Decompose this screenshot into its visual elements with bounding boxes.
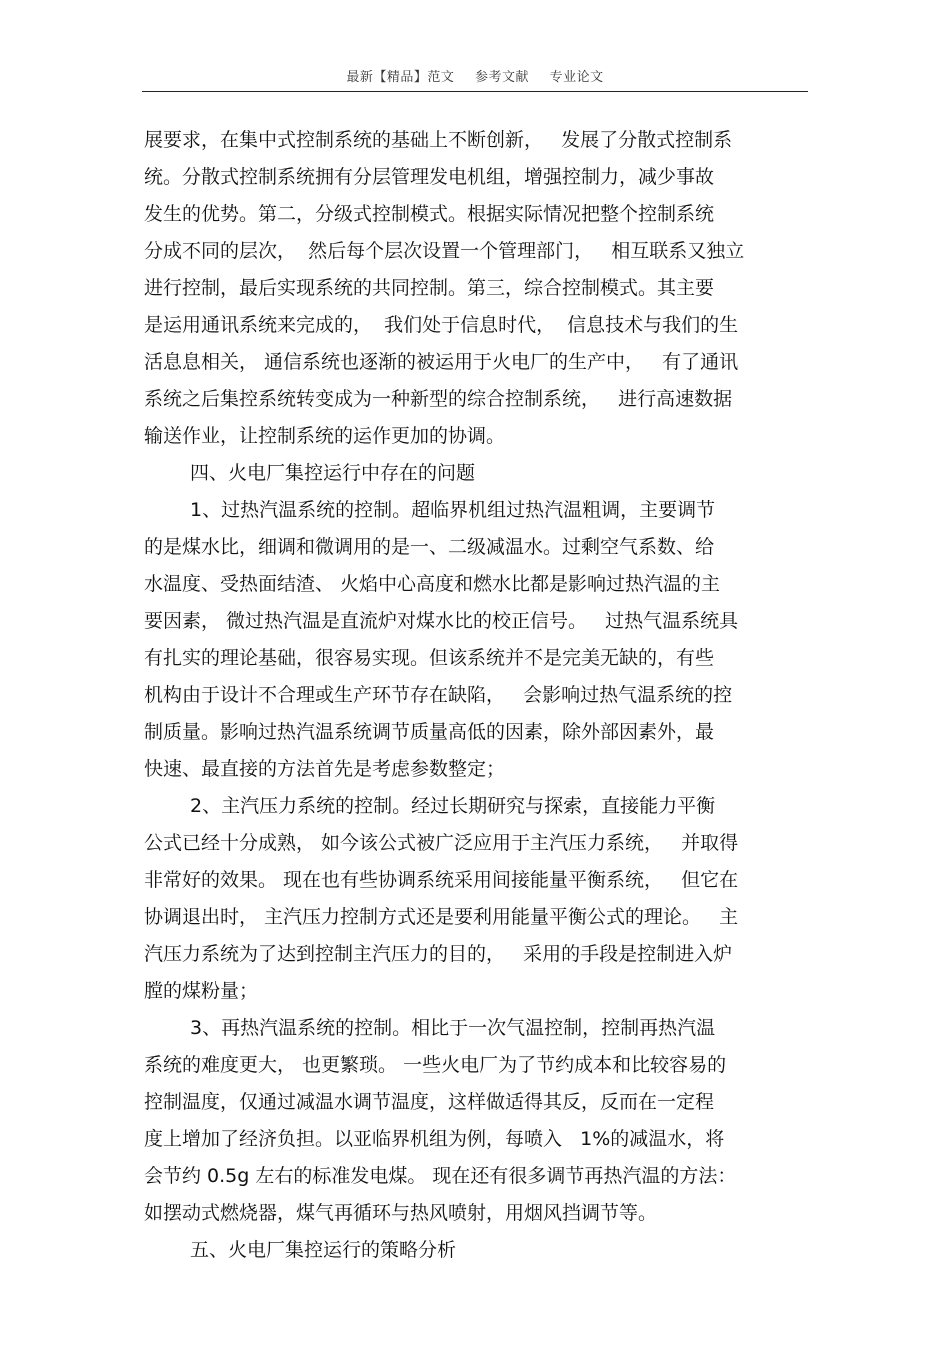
text-line: 快速、最直接的方法首先是考虑参数整定； — [144, 758, 506, 780]
header-item: 参考文献 — [474, 70, 529, 85]
text-line: 分成不同的层次， 然后每个层次设置一个管理部门， 相互联系又独立 — [144, 240, 745, 262]
document-body — [144, 122, 808, 1269]
text-line: 会节约 0.5g 左右的标准发电煤。 现在还有很多调节再热汽温的方法： — [144, 1165, 737, 1187]
text-line: 2、主汽压力系统的控制。经过长期研究与探索，直接能力平衡 — [190, 795, 716, 817]
text-line: 统。分散式控制系统拥有分层管理发电机组，增强控制力，减少事故 — [144, 166, 715, 188]
text-line: 活息息相关， 通信系统也逐渐的被运用于火电厂的生产中， 有了通讯 — [144, 351, 739, 373]
text-line: 控制温度，仅通过减温水调节温度，这样做适得其反，反而在一定程 — [144, 1091, 715, 1113]
text-line: 如摆动式燃烧器，煤气再循环与热风喷射，用烟风挡调节等。 — [144, 1202, 658, 1224]
text-line: 协调退出时， 主汽压力控制方式还是要利用能量平衡公式的理论。 主 — [144, 906, 739, 928]
text-line: 系统之后集控系统转变成为一种新型的综合控制系统， 进行高速数据 — [144, 388, 733, 410]
text-line: 3、再热汽温系统的控制。相比于一次气温控制，控制再热汽温 — [190, 1017, 716, 1039]
text-line: 要因素， 微过热汽温是直流炉对煤水比的校正信号。 过热气温系统具 — [144, 610, 739, 632]
section-heading: 五、火电厂集控运行的策略分析 — [190, 1239, 457, 1261]
text-line: 发生的优势。第二，分级式控制模式。根据实际情况把整个控制系统 — [144, 203, 715, 225]
text-line: 1、过热汽温系统的控制。超临界机组过热汽温粗调，主要调节 — [190, 499, 716, 521]
header-item: 最新【精品】范文 — [346, 70, 455, 85]
text-line: 的是煤水比，细调和微调用的是一、二级减温水。过剩空气系数、给 — [144, 536, 715, 558]
header-rule — [142, 91, 808, 92]
text-line: 进行控制，最后实现系统的共同控制。第三，综合控制模式。其主要 — [144, 277, 715, 299]
section-heading: 四、火电厂集控运行中存在的问题 — [190, 462, 476, 484]
text-line: 度上增加了经济负担。以亚临界机组为例，每喷入 1%的减温水，将 — [144, 1128, 725, 1150]
text-line: 展要求，在集中式控制系统的基础上不断创新， 发展了分散式控制系 — [144, 129, 733, 151]
text-line: 公式已经十分成熟， 如今该公式被广泛应用于主汽压力系统， 并取得 — [144, 832, 739, 854]
text-line: 输送作业，让控制系统的运作更加的协调。 — [144, 425, 506, 447]
text-line: 汽压力系统为了达到控制主汽压力的目的， 采用的手段是控制进入炉 — [144, 943, 733, 965]
page-header — [142, 66, 808, 85]
text-line: 膛的煤粉量； — [144, 980, 259, 1002]
header-item: 专业论文 — [549, 70, 604, 85]
text-line: 系统的难度更大， 也更繁琐。 一些火电厂为了节约成本和比较容易的 — [144, 1054, 727, 1076]
text-line: 制质量。影响过热汽温系统调节质量高低的因素，除外部因素外，最 — [144, 721, 715, 743]
text-line: 非常好的效果。 现在也有些协调系统采用间接能量平衡系统， 但它在 — [144, 869, 739, 891]
text-line: 有扎实的理论基础，很容易实现。但该系统并不是完美无缺的，有些 — [144, 647, 715, 669]
text-line: 水温度、受热面结渣、 火焰中心高度和燃水比都是影响过热汽温的主 — [144, 573, 721, 595]
text-line: 是运用通讯系统来完成的， 我们处于信息时代， 信息技术与我们的生 — [144, 314, 739, 336]
text-line: 机构由于设计不合理或生产环节存在缺陷， 会影响过热气温系统的控 — [144, 684, 733, 706]
